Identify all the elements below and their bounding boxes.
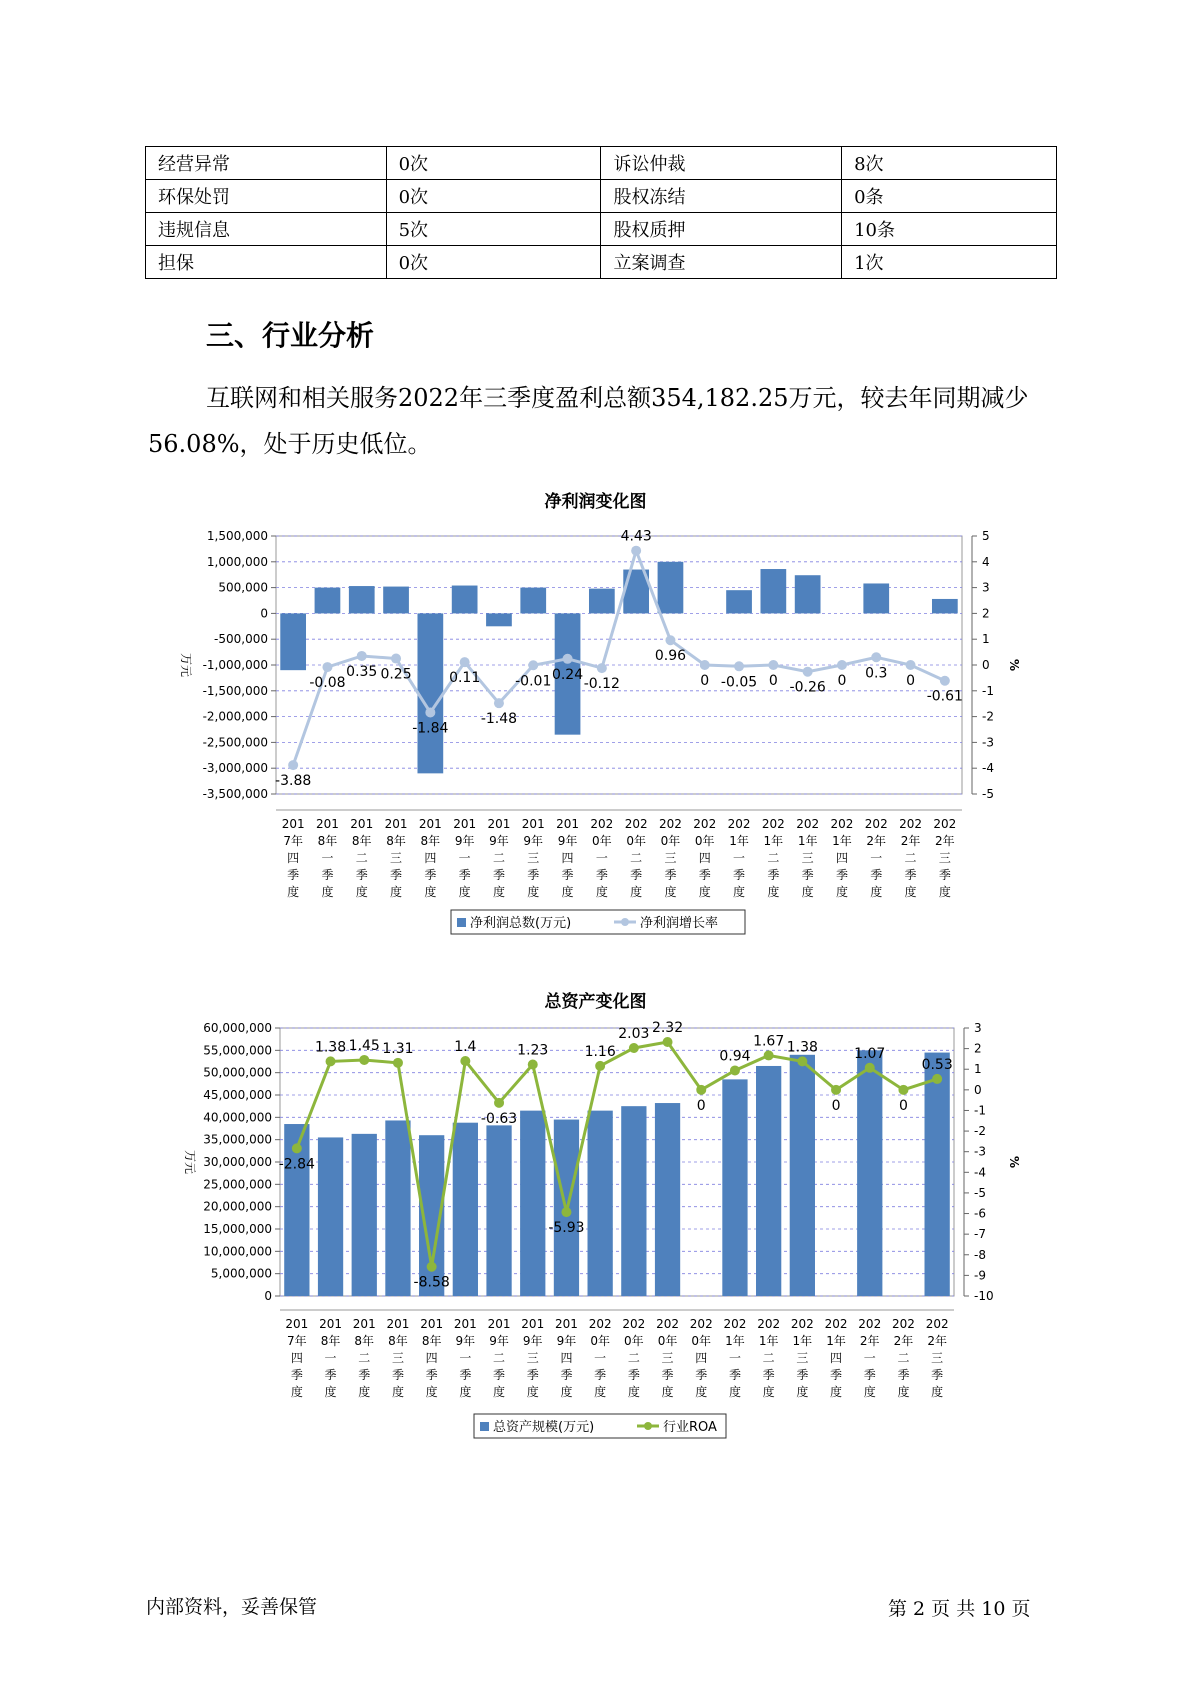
risk-table-body [146,147,1057,279]
y-tick-label: 40,000,000 [203,1110,272,1125]
y-tick-label: 1,000,000 [206,554,268,569]
y-tick-label: -1,000,000 [202,658,268,672]
data-label: 1.23 [517,1042,549,1059]
line-point [460,657,470,667]
x-tick-label: 202 1年四季度 [830,817,854,899]
risk-table-item-value: 0次 [386,180,601,213]
y2-tick-label: -5 [982,787,994,801]
x-tick-label: 201 8年四季度 [418,817,442,899]
legend-swatch-point [621,918,629,926]
data-label: 0 [700,673,710,689]
x-tick-label: 201 9年四季度 [556,817,580,899]
x-tick-label: 202 1年四季度 [824,1317,848,1399]
line-point [665,635,675,645]
y2-tick-label: -8 [974,1247,986,1262]
bar [589,589,615,614]
total-assets-chart [0,990,1191,1450]
legend-label-bar: 净利润总数(万元) [470,916,572,931]
x-tick-label: 202 2年三季度 [925,1317,949,1399]
risk-table-item-value: 0次 [386,147,601,180]
x-tick-label: 202 1年二季度 [757,1317,781,1399]
data-label: 0.53 [921,1056,953,1073]
industry-analysis-paragraph: 互联网和相关服务2022年三季度盈利总额354,182.25万元，较去年同期减少56.08%，处于历史低位。 [148,384,1029,458]
y2-tick-label: 1 [974,1062,982,1077]
x-tick-label: 201 9年三季度 [521,817,545,899]
x-tick-label: 201 8年一季度 [319,1317,343,1399]
line-point [768,660,778,670]
risk-table-item-label: 担保 [146,246,387,279]
bar [621,1106,646,1296]
y-tick-label: -1,500,000 [202,683,268,698]
x-tick-label: 202 1年三季度 [796,817,820,899]
risk-table-item-label: 诉讼仲裁 [601,147,842,180]
x-tick-label: 202 0年三季度 [658,817,682,899]
line-point [700,660,710,670]
data-label: 1.67 [753,1033,785,1050]
data-label: -0.26 [789,679,826,696]
section-title: 三、行业分析 [206,319,375,352]
data-label: 0.96 [654,648,687,665]
bar [383,587,409,614]
y2-tick-label: 0 [974,1082,982,1097]
x-tick-label: 202 0年一季度 [588,1317,612,1399]
line-point [696,1085,706,1095]
x-tick-label: 201 9年一季度 [453,817,477,899]
x-tick-label: 202 1年二季度 [761,817,785,899]
bar [352,1134,377,1296]
data-label: 4.43 [620,528,652,545]
y-tick-label: -2,000,000 [202,709,268,724]
risk-table-item-value: 0次 [386,246,601,279]
y-tick-label: 5,000,000 [210,1266,272,1281]
data-label: 0 [906,673,916,689]
bar [722,1079,747,1296]
y2-tick-label: 3 [982,580,990,595]
y2-tick-label: -4 [974,1165,986,1180]
x-tick-label: 202 1年三季度 [790,1317,814,1399]
line-point [831,1085,841,1095]
legend-swatch-bar [480,1422,489,1431]
data-label: 1.45 [348,1037,380,1054]
x-tick-label: 201 8年二季度 [352,1317,376,1399]
line-point [494,698,504,708]
x-tick-label: 202 0年四季度 [693,817,717,899]
line-point [322,662,332,672]
y-tick-label: 35,000,000 [203,1132,272,1147]
data-label: 0 [768,673,778,689]
y2-tick-label: -1 [974,1103,986,1118]
data-label: -2.84 [278,1156,315,1173]
x-tick-label: 202 2年一季度 [858,1317,882,1399]
data-label: 0 [898,1097,908,1114]
data-label: 0 [837,673,847,689]
legend-swatch-bar [457,918,466,927]
x-tick-label: 201 8年一季度 [315,817,339,899]
chart-legend [474,1414,726,1438]
y-tick-label: 0 [264,1289,272,1303]
line-point [460,1056,470,1066]
chart-svg [0,990,1191,1450]
x-tick-label: 201 8年三季度 [384,817,408,899]
x-tick-label: 201 7年四季度 [285,1317,309,1399]
y2-tick-label: -1 [982,683,994,698]
legend-label-line: 行业ROA [663,1420,717,1435]
line-point [932,1074,942,1084]
risk-table-item-label: 股权质押 [601,213,842,246]
data-label: -0.63 [480,1110,518,1127]
data-label: 1.07 [854,1045,886,1062]
legend-label-line: 净利润增长率 [640,916,719,931]
risk-table-item-value: 1次 [842,246,1057,279]
line-point [292,1143,302,1153]
data-label: 0.35 [346,663,378,680]
bar [588,1111,613,1296]
data-label: 1.38 [786,1039,818,1056]
net-profit-chart [0,490,1191,945]
data-label: 2.32 [651,1020,684,1037]
line-point [357,651,367,661]
bar [349,586,375,613]
data-label: 0 [831,1097,841,1114]
y-tick-label: 60,000,000 [203,1021,272,1035]
data-label: 1.4 [454,1038,477,1055]
risk-table-item-label: 经营异常 [146,147,387,180]
risk-table-item-label: 股权冻结 [601,180,842,213]
y2-tick-label: -4 [982,761,994,776]
footer-confidential-note: 内部资料，妥善保管 [146,1596,318,1618]
data-label: -1.48 [480,711,518,728]
y2-tick-label: 4 [982,554,990,569]
line-point [837,660,847,670]
y2-tick-label: -2 [982,709,994,724]
risk-table-item-label: 立案调查 [601,246,842,279]
bar [453,1123,478,1296]
line-point [563,654,573,664]
data-label: -0.12 [583,676,620,693]
line-point [906,660,916,670]
bar [486,1125,511,1296]
y2-axis-label: % [1007,1155,1021,1169]
y2-tick-label: 3 [974,1021,982,1035]
x-tick-label: 201 9年二季度 [487,1317,511,1399]
risk-table-row [146,147,1057,180]
x-tick-label: 202 2年二季度 [891,1317,915,1399]
x-tick-label: 201 9年二季度 [487,817,511,899]
y2-tick-label: -5 [974,1185,986,1200]
line-point [561,1207,571,1217]
data-label: 0.25 [380,666,412,683]
risk-table-row [146,213,1057,246]
risk-table-row [146,246,1057,279]
risk-info-table [145,146,1057,279]
y-tick-label: -500,000 [214,632,268,647]
bar [932,599,958,613]
line-point [898,1085,908,1095]
data-label: -0.01 [515,673,552,690]
y-axis-label: 万元 [183,1149,197,1175]
bar [857,1050,882,1296]
bar [863,583,889,613]
y-tick-label: 10,000,000 [203,1244,272,1259]
x-tick-label: 201 8年二季度 [350,817,374,899]
x-tick-label: 202 0年四季度 [689,1317,713,1399]
line-point [871,652,881,662]
y-tick-label: 45,000,000 [203,1088,272,1102]
bar [417,613,443,773]
line-point [427,1262,437,1272]
bar [318,1137,343,1296]
line-point [797,1056,807,1066]
x-tick-label: 201 8年四季度 [420,1317,444,1399]
line-point [326,1056,336,1066]
data-label: -5.93 [548,1220,585,1237]
bar [658,562,684,614]
y2-tick-label: -3 [982,735,994,750]
x-tick-label: 202 2年三季度 [933,817,957,899]
line-point [288,760,298,770]
y-tick-label: 20,000,000 [203,1199,272,1214]
line-point [734,661,744,671]
line-point [528,1059,538,1069]
y-tick-label: -3,000,000 [202,761,268,776]
line-point [730,1065,740,1075]
line-point [663,1037,673,1047]
risk-table-item-label: 环保处罚 [146,180,387,213]
data-label: -1.84 [412,720,449,737]
y-tick-label: -3,500,000 [202,787,268,801]
x-tick-label: 202 0年三季度 [656,1317,680,1399]
data-label: 0.3 [865,665,888,682]
data-label: 2.03 [618,1025,650,1042]
chart-svg [0,490,1191,945]
legend-label-bar: 总资产规模(万元) [493,1420,595,1435]
line-point [629,1043,639,1053]
bar [315,588,341,614]
risk-table-item-value: 5次 [386,213,601,246]
bar [655,1103,680,1296]
bar [520,588,546,614]
risk-table-item-value: 10条 [842,213,1057,246]
x-tick-label: 202 1年一季度 [727,817,751,899]
data-label: -0.08 [309,675,346,692]
x-tick-label: 202 1年一季度 [723,1317,747,1399]
y-tick-label: 55,000,000 [203,1043,272,1058]
line-point [803,667,813,677]
y2-tick-label: 5 [982,529,990,543]
y2-tick-label: -7 [974,1227,986,1242]
y-tick-label: 1,500,000 [206,529,268,543]
bar [280,613,306,670]
data-label: -3.88 [275,773,312,790]
y2-tick-label: 1 [982,632,990,647]
y-tick-label: 0 [260,606,268,621]
line-series [293,551,945,765]
data-label: 0.94 [719,1048,751,1065]
risk-table-item-value: 8次 [842,147,1057,180]
data-label: 0.24 [551,666,584,683]
chart-title: 净利润变化图 [544,492,647,512]
bar [520,1111,545,1296]
bar [756,1066,781,1296]
y-axis-label: 万元 [179,652,193,678]
line-point [595,1061,605,1071]
risk-table-item-label: 违规信息 [146,213,387,246]
line-point [631,546,641,556]
data-label: 1.31 [382,1040,414,1057]
bar [790,1055,815,1296]
data-label: 1.38 [314,1039,347,1056]
risk-table-row [146,180,1057,213]
bar [760,569,786,613]
bar [385,1120,410,1296]
bar [795,575,821,613]
y2-tick-label: -2 [974,1124,986,1139]
line-point [391,654,401,664]
footer-page-number: 第 2 页 共 10 页 [888,1598,1031,1620]
y-tick-label: -2,500,000 [202,735,268,750]
x-tick-label: 202 2年一季度 [864,817,888,899]
data-label: 0 [696,1097,706,1114]
bar [726,590,752,613]
x-tick-label: 201 9年四季度 [554,1317,578,1399]
data-label: -0.61 [926,688,963,705]
bar [486,613,512,626]
x-tick-label: 201 9年三季度 [521,1317,545,1399]
line-point [393,1058,403,1068]
x-tick-label: 201 9年一季度 [453,1317,477,1399]
data-label: 1.16 [584,1043,616,1060]
y2-tick-label: -6 [974,1206,986,1221]
line-point [940,676,950,686]
y-tick-label: 50,000,000 [203,1065,272,1080]
y2-tick-label: -10 [974,1289,994,1303]
legend-swatch-point [644,1422,652,1430]
data-label: -0.05 [720,674,758,691]
x-tick-label: 202 0年二季度 [622,1317,646,1399]
chart-legend [451,910,745,934]
line-point [528,660,538,670]
line-point [764,1050,774,1060]
line-point [597,663,607,673]
y2-tick-label: 2 [974,1041,982,1056]
bar [925,1053,950,1296]
y-tick-label: 500,000 [218,580,268,595]
data-label: -8.58 [413,1274,450,1291]
y-tick-label: 25,000,000 [203,1177,272,1192]
x-tick-label: 202 2年二季度 [899,817,923,899]
x-tick-label: 202 0年二季度 [624,817,648,899]
y2-tick-label: -3 [974,1144,986,1159]
line-point [359,1055,369,1065]
y-tick-label: 30,000,000 [203,1155,272,1169]
y-tick-label: 15,000,000 [203,1222,272,1236]
data-label: 0.11 [449,670,481,687]
chart-title: 总资产变化图 [544,992,647,1012]
line-point [425,707,435,717]
x-tick-label: 201 8年三季度 [386,1317,410,1399]
risk-table-item-value: 0条 [842,180,1057,213]
x-tick-label: 202 0年一季度 [590,817,614,899]
y2-tick-label: 2 [982,606,990,621]
line-point [865,1063,875,1073]
y2-tick-label: 0 [982,658,990,672]
x-tick-label: 201 7年四季度 [281,817,305,899]
y2-axis-label: % [1007,658,1021,672]
y2-tick-label: -9 [974,1268,986,1283]
line-point [494,1098,504,1108]
bar [452,586,478,614]
